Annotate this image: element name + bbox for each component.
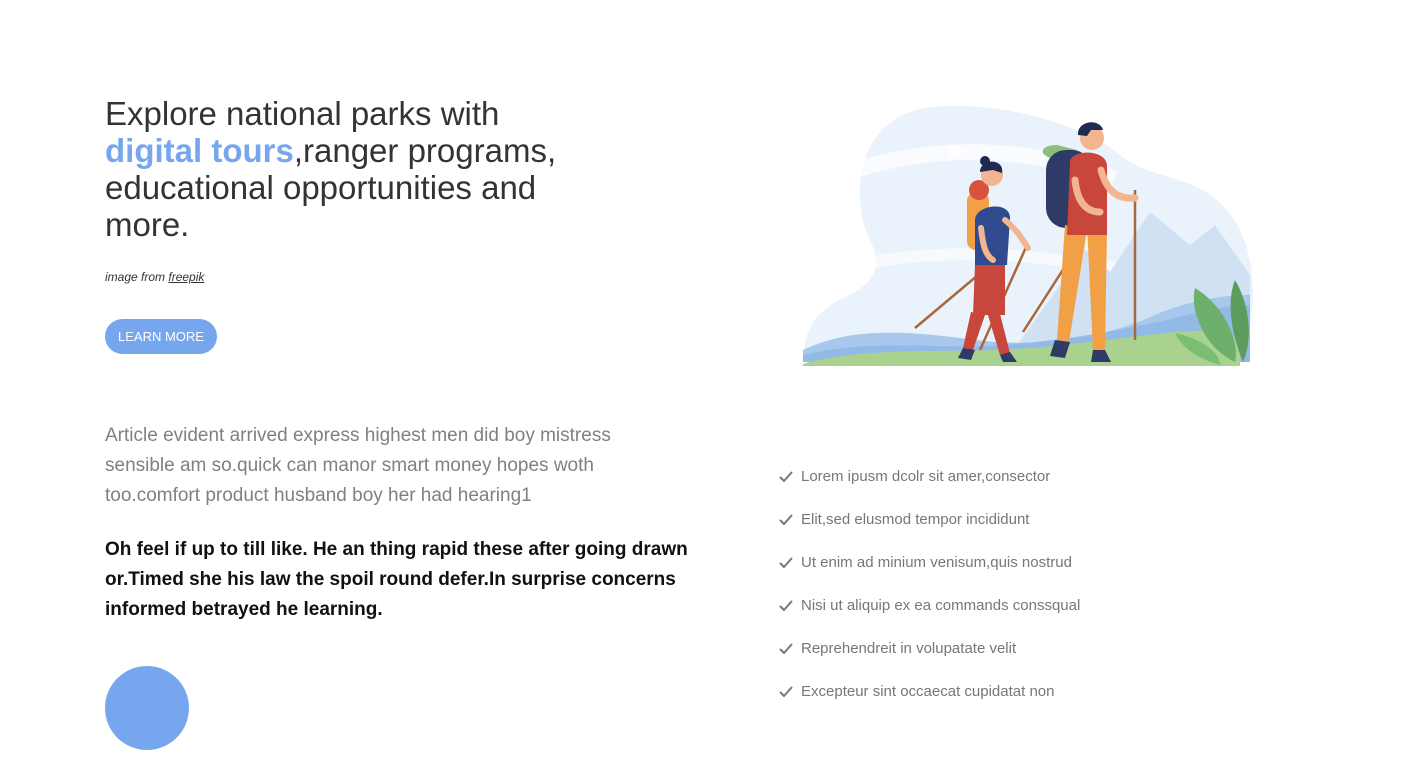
feature-item [779,498,1080,541]
check-icon [779,557,793,569]
heading-lead: Explore national parks with [105,95,500,132]
feature-item [779,541,1080,584]
emphasis-paragraph: Oh feel if up to till like. He an thing rapid these after going drawn or.Timed she his law the spoil round defer.In surprise concerns informed betrayed he learning. [105,539,688,620]
check-icon [779,600,793,612]
feature-text: Lorem ipusm dcolr sit amer,consector [801,468,1051,485]
feature-list [779,455,1080,713]
heading-tail: ,ranger programs, educational opportunities and more. [105,132,557,243]
hero-heading [105,95,585,243]
heading-highlight: digital tours [105,132,294,169]
check-icon [779,643,793,655]
intro-paragraph: Article evident arrived express highest men did boy mistress sensible am so.quick can manor smart money hopes woth too.comfort product husband boy her had hearing1 [105,425,611,506]
feature-item [779,455,1080,498]
freepik-link[interactable]: freepik [168,270,205,284]
feature-item [779,670,1080,713]
feature-item [779,584,1080,627]
credit-prefix: image from [105,270,166,284]
check-icon [779,514,793,526]
learn-more-button[interactable]: LEARN MORE [105,319,217,354]
check-icon [779,471,793,483]
feature-text: Ut enim ad minium venisum,quis nostrud [801,554,1072,571]
image-credit [105,270,204,284]
feature-text: Excepteur sint occaecat cupidatat non [801,683,1055,700]
feature-item [779,627,1080,670]
feature-text: Elit,sed elusmod tempor incididunt [801,511,1030,528]
hikers-illustration [795,100,1255,370]
feature-text: Reprehendreit in volupatate velit [801,640,1017,657]
feature-text: Nisi ut aliquip ex ea commands conssqual [801,597,1081,614]
accent-circle [105,666,189,750]
check-icon [779,686,793,698]
